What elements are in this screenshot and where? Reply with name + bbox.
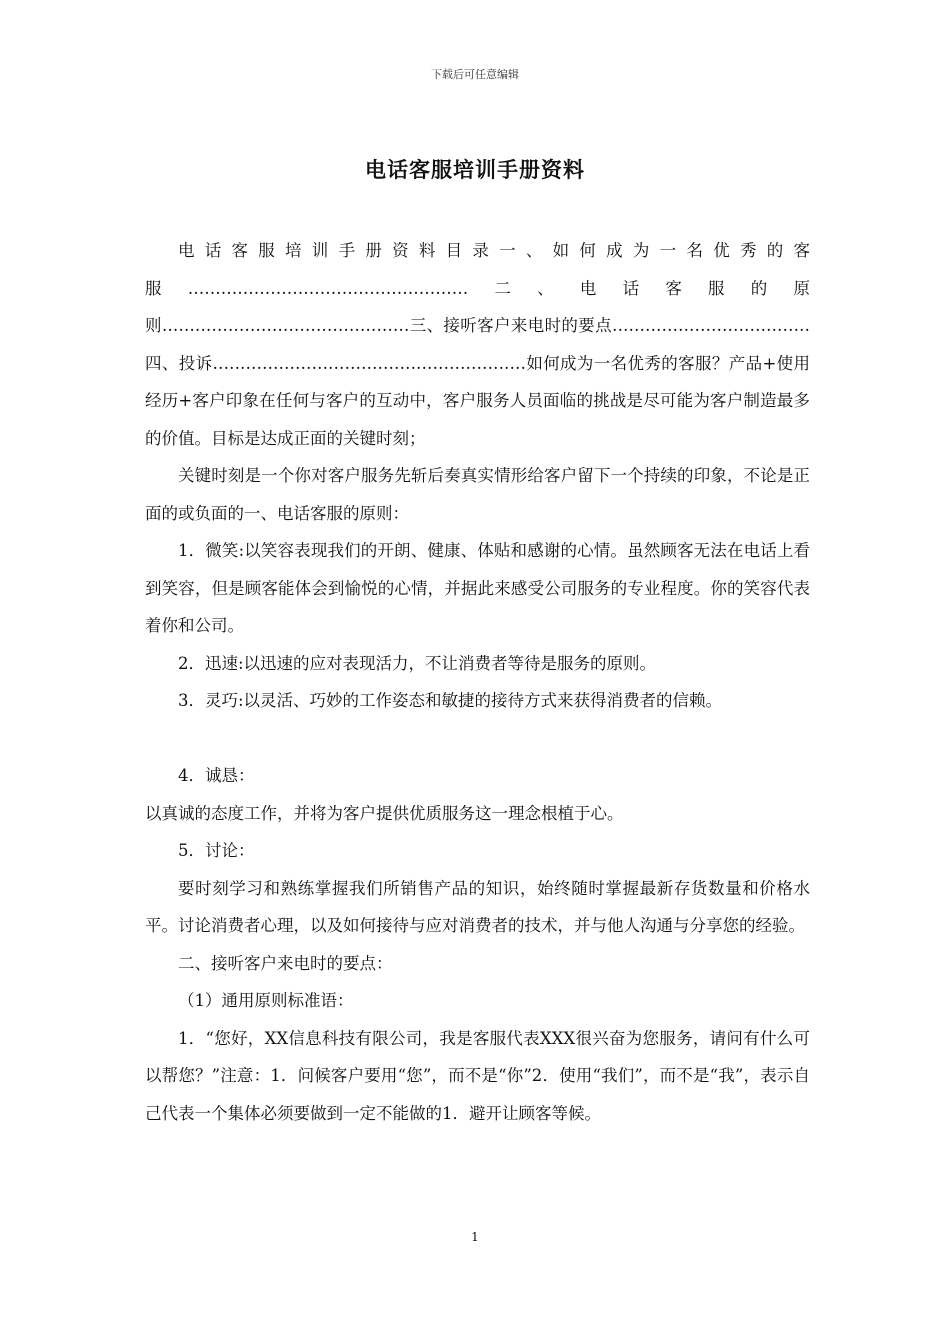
paragraph-standard-greeting: 1．“您好，XX信息科技有限公司，我是客服代表XXX很兴奋为您服务，请问有什么可以帮您？”注意：1．问候客户要用“您”，而不是“你”2．使用“我们”，而不是“我”，表示自己代表一个集体必须要做到一定不能做的1．避开让顾客等候。 <box>145 1028 810 1123</box>
document-title: 电话客服培训手册资料 <box>365 157 585 182</box>
paragraph-principle-speed: 2．迅速:以迅速的应对表现活力，不让消费者等待是服务的原则。 <box>178 653 657 673</box>
paragraph-toc-intro: 电话客服培训手册资料目录一、如何成为一名优秀的客服……………………………………………二、电话客服的原则………………………………………三、接听客户来电时的要点………………………………四、投诉…………………………………………………如何成为一名优秀的客服？产品+使用经历+客户印象在任何与客户的互动中，客户服务人员面临的挑战是尽可能为客户制造最多的价值。目标是达成正面的关键时刻； <box>145 241 810 448</box>
header-note: 下载后可任意编辑 <box>431 68 519 81</box>
blank-line <box>145 720 810 758</box>
paragraph-principle-discussion-heading: 5．讨论： <box>178 841 255 860</box>
paragraph-principle-smile: 1．微笑:以笑容表现我们的开朗、健康、体贴和感谢的心情。虽然顾客无法在电话上看到笑容，但是顾客能体会到愉悦的心情，并据此来感受公司服务的专业程度。你的笑容代表着你和公司。 <box>145 541 810 635</box>
paragraph-principle-sincerity-heading: 4．诚恳： <box>178 766 255 785</box>
paragraph-principle-sincerity: 以真诚的态度工作，并将为客户提供优质服务这一理念根植于心。 <box>145 803 624 823</box>
paragraph-principle-agility: 3．灵巧:以灵活、巧妙的工作姿态和敏捷的接待方式来获得消费者的信赖。 <box>178 691 723 710</box>
page-number: 1 <box>471 1230 479 1244</box>
section-heading-answering-calls: 二、接听客户来电时的要点： <box>178 953 393 973</box>
paragraph-principle-discussion: 要时刻学习和熟练掌握我们所销售产品的知识，始终随时掌握最新存货数量和价格水平。讨论消费者心理，以及如何接待与应对消费者的技术，并与他人沟通与分享您的经验。 <box>145 878 810 935</box>
paragraph-key-moment: 关键时刻是一个你对客户服务先斩后奏真实情形给客户留下一个持续的印象，不论是正面的或负面的一、电话客服的原则： <box>145 466 810 523</box>
subsection-heading-standard-phrases: （1）通用原则标准语： <box>178 991 354 1010</box>
document-body <box>145 232 810 1132</box>
